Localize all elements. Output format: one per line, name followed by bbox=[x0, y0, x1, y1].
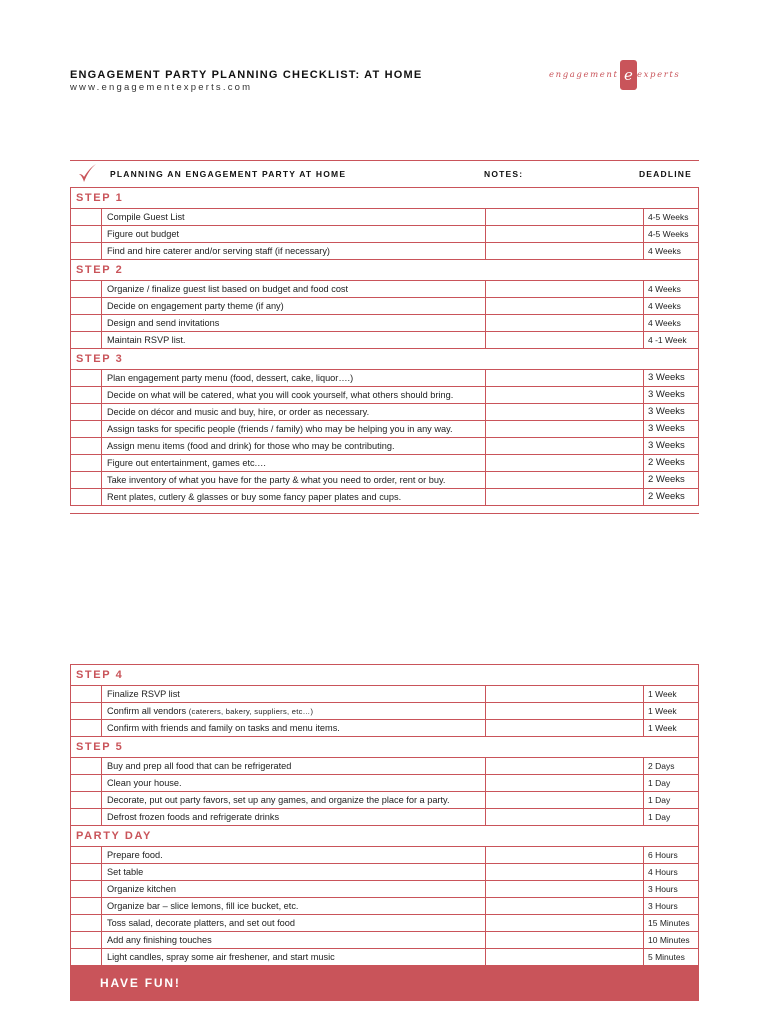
notes-cell[interactable] bbox=[486, 703, 644, 719]
step-label: STEP 5 bbox=[71, 737, 698, 758]
table-row bbox=[71, 898, 698, 915]
task-text: Figure out entertainment, games etc.… bbox=[102, 455, 486, 471]
task-text: Design and send invitations bbox=[102, 315, 486, 331]
table-row bbox=[71, 932, 698, 949]
table-row bbox=[71, 243, 698, 260]
notes-cell[interactable] bbox=[486, 898, 644, 914]
table-header-notes: NOTES: bbox=[484, 169, 524, 179]
task-checkbox[interactable] bbox=[71, 298, 102, 314]
task-text: Finalize RSVP list bbox=[102, 686, 486, 702]
notes-cell[interactable] bbox=[486, 775, 644, 791]
task-checkbox[interactable] bbox=[71, 421, 102, 437]
table-row bbox=[71, 792, 698, 809]
deadline-cell: 2 Weeks bbox=[648, 474, 685, 485]
table-row bbox=[71, 298, 698, 315]
task-checkbox[interactable] bbox=[71, 472, 102, 488]
table-row bbox=[71, 881, 698, 898]
task-text: Organize bar – slice lemons, fill ice bucket, etc. bbox=[102, 898, 486, 914]
table-row bbox=[71, 332, 698, 349]
notes-cell[interactable] bbox=[486, 758, 644, 774]
table-header bbox=[70, 160, 699, 188]
task-checkbox[interactable] bbox=[71, 720, 102, 736]
task-checkbox[interactable] bbox=[71, 898, 102, 914]
task-text: Organize kitchen bbox=[102, 881, 486, 897]
task-text: Toss salad, decorate platters, and set out food bbox=[102, 915, 486, 931]
brand-logo bbox=[545, 55, 695, 97]
task-text: Set table bbox=[102, 864, 486, 880]
task-checkbox[interactable] bbox=[71, 489, 102, 505]
task-text: Light candles, spray some air freshener, and start music bbox=[102, 949, 486, 965]
task-text: Buy and prep all food that can be refrigerated bbox=[102, 758, 486, 774]
table-row bbox=[71, 847, 698, 864]
table-header-deadline: DEADLINE bbox=[638, 169, 692, 179]
deadline-cell: 10 Minutes bbox=[648, 935, 690, 945]
task-text: Prepare food. bbox=[102, 847, 486, 863]
task-checkbox[interactable] bbox=[71, 932, 102, 948]
step-3-group bbox=[70, 349, 699, 506]
task-checkbox[interactable] bbox=[71, 332, 102, 348]
deadline-cell: 5 Minutes bbox=[648, 952, 685, 962]
task-text: Add any finishing touches bbox=[102, 932, 486, 948]
table-row bbox=[71, 455, 698, 472]
deadline-cell: 4-5 Weeks bbox=[648, 229, 689, 239]
notes-cell[interactable] bbox=[486, 387, 644, 403]
task-checkbox[interactable] bbox=[71, 438, 102, 454]
notes-cell[interactable] bbox=[486, 438, 644, 454]
task-checkbox[interactable] bbox=[71, 370, 102, 386]
notes-cell[interactable] bbox=[486, 226, 644, 242]
task-checkbox[interactable] bbox=[71, 686, 102, 702]
step-2-group bbox=[70, 260, 699, 349]
table-row bbox=[71, 387, 698, 404]
task-checkbox[interactable] bbox=[71, 703, 102, 719]
table-row bbox=[71, 758, 698, 775]
table-row bbox=[71, 472, 698, 489]
step-label: STEP 3 bbox=[71, 349, 698, 370]
deadline-cell: 1 Week bbox=[648, 689, 677, 699]
table-row bbox=[71, 915, 698, 932]
task-checkbox[interactable] bbox=[71, 404, 102, 420]
section-divider bbox=[70, 513, 699, 514]
task-text: Take inventory of what you have for the party & what you need to order, rent or buy. bbox=[102, 472, 486, 488]
deadline-cell: 1 Day bbox=[648, 778, 671, 788]
logo-badge bbox=[620, 60, 637, 90]
notes-cell[interactable] bbox=[486, 315, 644, 331]
deadline-cell: 3 Weeks bbox=[648, 406, 685, 417]
document-title: ENGAGEMENT PARTY PLANNING CHECKLIST: AT HOME bbox=[70, 69, 423, 81]
task-checkbox[interactable] bbox=[71, 209, 102, 225]
deadline-cell: 15 Minutes bbox=[648, 918, 690, 928]
task-text: Rent plates, cutlery & glasses or buy some fancy paper plates and cups. bbox=[102, 489, 486, 505]
deadline-cell: 3 Hours bbox=[648, 884, 678, 894]
notes-cell[interactable] bbox=[486, 949, 644, 965]
notes-cell[interactable] bbox=[486, 298, 644, 314]
task-checkbox[interactable] bbox=[71, 281, 102, 297]
task-text: Confirm with friends and family on tasks and menu items. bbox=[102, 720, 486, 736]
table-row bbox=[71, 315, 698, 332]
notes-cell[interactable] bbox=[486, 455, 644, 471]
task-text: Defrost frozen foods and refrigerate drinks bbox=[102, 809, 486, 825]
notes-cell[interactable] bbox=[486, 847, 644, 863]
notes-cell[interactable] bbox=[486, 472, 644, 488]
task-checkbox[interactable] bbox=[71, 758, 102, 774]
task-text: Decide on décor and music and buy, hire, or order as necessary. bbox=[102, 404, 486, 420]
party-day-group bbox=[70, 826, 699, 966]
table-row bbox=[71, 864, 698, 881]
deadline-cell: 4 Weeks bbox=[648, 284, 681, 294]
task-checkbox[interactable] bbox=[71, 226, 102, 242]
task-text: Decide on engagement party theme (if any) bbox=[102, 298, 486, 314]
notes-cell[interactable] bbox=[486, 332, 644, 348]
notes-cell[interactable] bbox=[486, 792, 644, 808]
deadline-cell: 2 Weeks bbox=[648, 491, 685, 502]
step-label: STEP 1 bbox=[71, 188, 698, 209]
task-text: Figure out budget bbox=[102, 226, 486, 242]
task-text: Maintain RSVP list. bbox=[102, 332, 486, 348]
task-text: Decide on what will be catered, what you will cook yourself, what others should bring. bbox=[102, 387, 486, 403]
notes-cell[interactable] bbox=[486, 209, 644, 225]
notes-cell[interactable] bbox=[486, 809, 644, 825]
table-row bbox=[71, 703, 698, 720]
have-fun-banner: HAVE FUN! bbox=[70, 966, 699, 1001]
table-row bbox=[71, 370, 698, 387]
deadline-cell: 1 Week bbox=[648, 723, 677, 733]
notes-cell[interactable] bbox=[486, 881, 644, 897]
task-checkbox[interactable] bbox=[71, 864, 102, 880]
deadline-cell: 1 Day bbox=[648, 812, 671, 822]
step-5-group bbox=[70, 737, 699, 826]
deadline-cell: 3 Weeks bbox=[648, 372, 685, 383]
task-text: Clean your house. bbox=[102, 775, 486, 791]
task-text: Compile Guest List bbox=[102, 209, 486, 225]
notes-cell[interactable] bbox=[486, 370, 644, 386]
deadline-cell: 2 Weeks bbox=[648, 457, 685, 468]
deadline-cell: 4 Weeks bbox=[648, 318, 681, 328]
task-checkbox[interactable] bbox=[71, 775, 102, 791]
task-checkbox[interactable] bbox=[71, 243, 102, 259]
task-text: Organize / finalize guest list based on budget and food cost bbox=[102, 281, 486, 297]
deadline-cell: 1 Day bbox=[648, 795, 671, 805]
task-checkbox[interactable] bbox=[71, 809, 102, 825]
notes-cell[interactable] bbox=[486, 915, 644, 931]
task-checkbox[interactable] bbox=[71, 847, 102, 863]
notes-cell[interactable] bbox=[486, 243, 644, 259]
table-row bbox=[71, 809, 698, 826]
notes-cell[interactable] bbox=[486, 489, 644, 505]
notes-cell[interactable] bbox=[486, 932, 644, 948]
checkmark-icon bbox=[76, 162, 98, 184]
table-row bbox=[71, 226, 698, 243]
table-row bbox=[71, 775, 698, 792]
table-row bbox=[71, 438, 698, 455]
notes-cell[interactable] bbox=[486, 281, 644, 297]
task-checkbox[interactable] bbox=[71, 881, 102, 897]
notes-cell[interactable] bbox=[486, 864, 644, 880]
deadline-cell: 4 Hours bbox=[648, 867, 678, 877]
task-checkbox[interactable] bbox=[71, 949, 102, 965]
logo-letter: e bbox=[624, 66, 633, 84]
task-note: (caterers, bakery, suppliers, etc…) bbox=[188, 707, 314, 716]
notes-cell[interactable] bbox=[486, 686, 644, 702]
deadline-cell: 4 Weeks bbox=[648, 301, 681, 311]
table-row bbox=[71, 489, 698, 506]
deadline-cell: 4 -1 Week bbox=[648, 335, 687, 345]
step-label: PARTY DAY bbox=[71, 826, 698, 847]
deadline-cell: 3 Weeks bbox=[648, 440, 685, 451]
deadline-cell: 3 Weeks bbox=[648, 389, 685, 400]
task-text bbox=[102, 703, 486, 719]
deadline-cell: 3 Hours bbox=[648, 901, 678, 911]
table-row bbox=[71, 209, 698, 226]
logo-word-left: engagement bbox=[549, 70, 619, 80]
step-label: STEP 2 bbox=[71, 260, 698, 281]
task-checkbox[interactable] bbox=[71, 792, 102, 808]
task-checkbox[interactable] bbox=[71, 455, 102, 471]
deadline-cell: 2 Days bbox=[648, 761, 675, 771]
step-label: STEP 4 bbox=[71, 665, 698, 686]
task-checkbox[interactable] bbox=[71, 315, 102, 331]
notes-cell[interactable] bbox=[486, 421, 644, 437]
task-text: Plan engagement party menu (food, dessert, cake, liquor….) bbox=[102, 370, 486, 386]
deadline-cell: 4 Weeks bbox=[648, 246, 681, 256]
task-checkbox[interactable] bbox=[71, 387, 102, 403]
table-row bbox=[71, 949, 698, 966]
task-text: Assign tasks for specific people (friends / family) who may be helping you in any way. bbox=[102, 421, 486, 437]
deadline-cell: 6 Hours bbox=[648, 850, 678, 860]
table-row bbox=[71, 686, 698, 703]
website-url[interactable]: www.engagementexperts.com bbox=[70, 82, 253, 93]
notes-cell[interactable] bbox=[486, 720, 644, 736]
logo-word-right: experts bbox=[637, 70, 681, 80]
task-text: Decorate, put out party favors, set up any games, and organize the place for a party. bbox=[102, 792, 486, 808]
notes-cell[interactable] bbox=[486, 404, 644, 420]
table-row bbox=[71, 421, 698, 438]
deadline-cell: 1 Week bbox=[648, 706, 677, 716]
task-text: Find and hire caterer and/or serving staff (if necessary) bbox=[102, 243, 486, 259]
table-row bbox=[71, 281, 698, 298]
table-row bbox=[71, 720, 698, 737]
step-1-group bbox=[70, 188, 699, 260]
deadline-cell: 3 Weeks bbox=[648, 423, 685, 434]
table-row bbox=[71, 404, 698, 421]
deadline-cell: 4-5 Weeks bbox=[648, 212, 689, 222]
step-4-group bbox=[70, 664, 699, 737]
checklist-section-1 bbox=[70, 160, 699, 506]
checklist-section-2 bbox=[70, 664, 699, 1001]
task-text: Assign menu items (food and drink) for those who may be contributing. bbox=[102, 438, 486, 454]
task-checkbox[interactable] bbox=[71, 915, 102, 931]
task-main: Confirm all vendors bbox=[107, 706, 187, 716]
table-header-title: PLANNING AN ENGAGEMENT PARTY AT HOME bbox=[110, 169, 347, 179]
